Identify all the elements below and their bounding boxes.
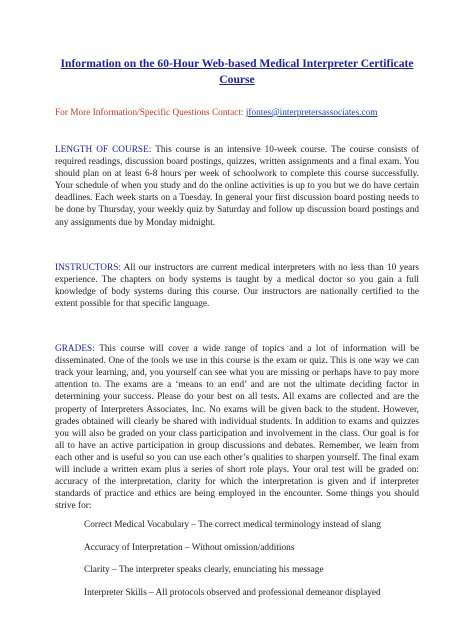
document-title: Information on the 60-Hour Web-based Medical Interpreter Certificate Course <box>60 57 414 86</box>
contact-line <box>55 107 419 119</box>
section-text-grades: This course will cover a wide range of topics and a lot of information will be disseminated. One of the tools we use in this course is the exam or quiz. This is one way we can track your learning, and, you yourself can see what you are missing or perhaps have to pay more attention to. The exams are a ‘means to an end’ and are not the ultimate deciding factor in determining your success. Please do your best on all tests. All exams are collected and are the property of Interpreters Associates, Inc. No exams will be given back to the student. However, grades obtained will clearly be shared with individual students. In addition to exams and quizzes you will also be graded on your class participation and involvement in the class. Our goal is for all to have an active participation in group discussions and debates. Remember, we learn from each other and is useful so you can use each other’s qualities to sharpen yourself. The final exam will include a written exam plus a series of short role plays. Your oral test will be graded on: accuracy of the interpretation, clarity for which the interpretation is given and if interpreter standards of practice and ethics are being employed in the encounter. Some things you should strive for: <box>55 344 419 512</box>
section-instructors <box>55 262 419 310</box>
document-page <box>55 56 419 609</box>
section-text-instructors: All our instructors are current medical interpreters with no less than 10 years experience. The chapters on body systems is taught by a medical doctor so you gain a full knowledge of body systems during this course. Our instructors are nationally certified to the extent possible for that specific language. <box>55 262 419 309</box>
strive-item-skills: Interpreter Skills – All protocols observed and professional demeanor displayed <box>84 587 381 598</box>
strive-item-accuracy: Accuracy of Interpretation – Without omission/additions <box>84 542 295 553</box>
section-label-instructors: INSTRUCTORS: <box>55 262 121 273</box>
strive-list <box>55 519 419 599</box>
section-label-grades: GRADES: <box>55 344 95 355</box>
section-grades <box>55 343 419 512</box>
section-text-length: This course is an intensive 10-week course. The course consists of required readings, discussion board postings, quizzes, written assignments and a final exam. You should plan on at least 6-8 hours per week of schoolwork to complete this course successfully. Your schedule of when you study and do the online activities is up to you but we do have certain deadlines. Each week starts on a Tuesday. In general your first discussion board posting needs to be done by Thursday, your weekly quiz by Saturday and follow up discussion board postings and any assignments due by Monday midnight. <box>55 145 419 228</box>
strive-item-vocabulary: Correct Medical Vocabulary – The correct medical terminology instead of slang <box>84 520 381 531</box>
strive-item-clarity: Clarity – The interpreter speaks clearly, enunciating his message <box>84 565 324 576</box>
contact-label: For More Information/Specific Questions Contact: <box>55 108 246 118</box>
contact-email-link[interactable]: jfontes@interpretersassociates.com <box>245 108 378 118</box>
section-label-length: LENGTH OF COURSE: <box>55 145 152 155</box>
section-length-of-course <box>55 144 419 229</box>
